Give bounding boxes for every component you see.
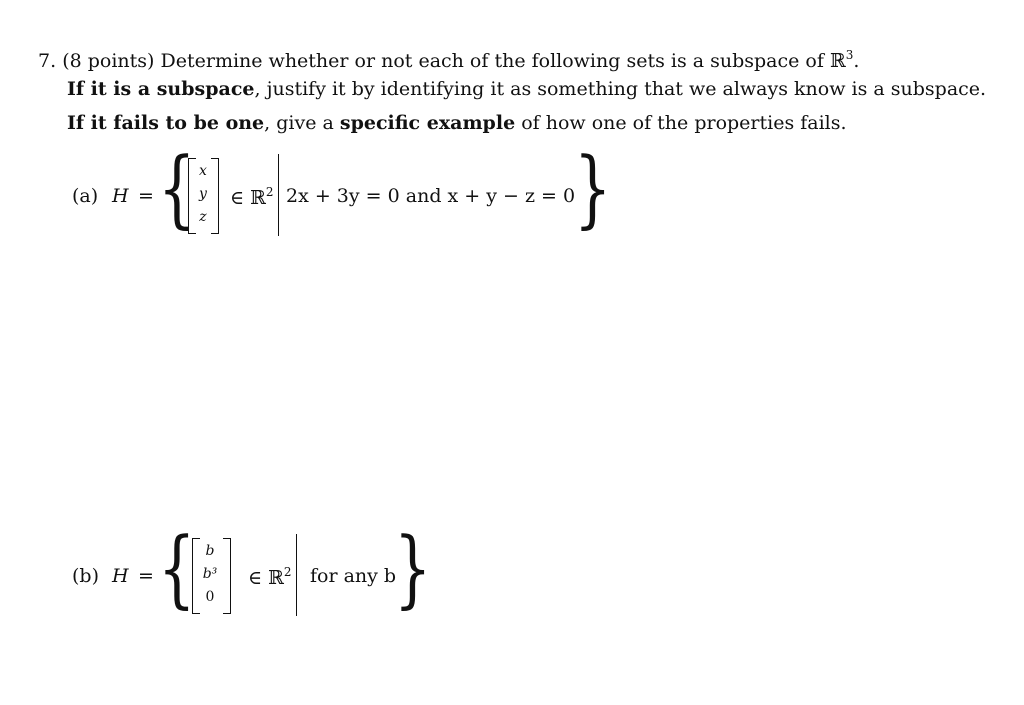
part-b-vector-entry-3: 0 [205,589,215,605]
problem-prompt: Determine whether or not each of the following sets is a subspace of [160,50,824,72]
part-a-vector-entry-1: x [199,163,207,179]
instruction-fails-rest: of how one of the properties fails. [521,112,847,134]
instruction-fails [67,111,847,135]
part-b-member-exponent: 2 [283,565,292,579]
instruction-subspace-text: , justify it by identifying it as something that we always know is a subspace. [254,78,987,100]
instruction-subspace [67,77,986,101]
part-b-membership [248,565,292,589]
part-a-right-bracket [211,158,219,234]
part-a-set [72,139,632,240]
part-a-such-that-bar [278,154,279,236]
part-b-condition: for any b [310,565,397,587]
part-b-right-bracket [223,538,231,614]
instruction-subspace-bold: If it is a subspace [67,78,255,100]
part-b-such-that-bar [296,534,297,616]
prompt-space-exponent: 3 [845,48,854,62]
part-a-set-name: H [112,185,129,207]
instruction-example-bold: specific example [339,112,516,134]
part-b-open-brace: { [158,519,196,617]
part-a-member-exponent: 2 [265,185,274,199]
part-b-member-symbol: ∈ ℝ [248,567,284,589]
part-b-label: (b) [72,565,99,587]
part-b-vector-entry-2: b³ [202,566,218,582]
part-a-vector-entry-2: y [199,186,207,202]
part-a-equals: = [138,185,154,207]
part-b-equals: = [138,565,154,587]
prompt-space-symbol: ℝ [829,50,846,72]
part-b-vector [195,540,225,609]
problem-points: (8 points) [62,50,155,72]
instruction-fails-text: , give a [264,112,334,134]
part-a-close-brace: } [574,139,612,237]
instruction-fails-bold: If it fails to be one [67,112,265,134]
problem-number: 7. [38,50,57,72]
part-b-set [72,519,472,620]
part-a-vector-entry-3: z [199,209,207,225]
part-a-condition: 2x + 3y = 0 and x + y − z = 0 [286,185,576,207]
part-a-label: (a) [72,185,99,207]
part-a-membership [230,185,274,209]
part-b-vector-entry-1: b [205,543,215,559]
prompt-period: . [853,50,860,72]
problem-header [38,43,859,73]
part-a-open-brace: { [158,139,196,237]
part-b-set-name: H [112,565,129,587]
part-b-close-brace: } [394,519,432,617]
part-a-member-symbol: ∈ ℝ [230,187,266,209]
